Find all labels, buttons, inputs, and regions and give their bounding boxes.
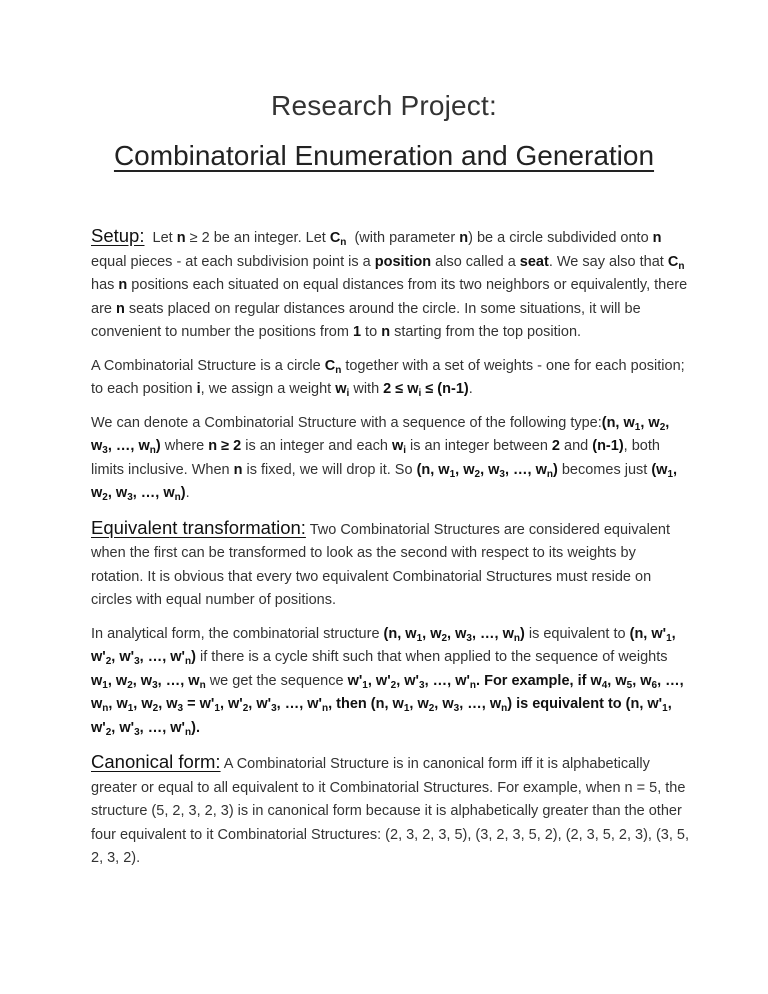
canonical-text: A Combinatorial Structure is in canonical form iff it is alphabetically greater or equal to all equivalent to it Combinatorial Structures. For example, when n = 5, the structure (5, 2, 3, 2, 3) is in canonical form because it is alphabetically greater than the other four equivalent to it Combinatorial Structures: (2, 3, 2, 3, 5), (3, 2, 3, 5, 2), (2, 3, 5, 2, 3), (3, 5, 2, 3, 2). bbox=[91, 756, 690, 866]
analytical-paragraph: In analytical form, the combinatorial structure (n, $w_1$, $w_2$, $w_3$, …, $w_n$) is equivalent to (n, $w'_1$, $w'_2$, $w'_3$, …, $w'_n$) if there is a cycle shift such that when applied to the sequence of weights $w_1$, $w_2$, $w_3$, …, $w_n$ we get the sequence $w'_1$, $w'_2$, $w'_3$, …, $w'_n$. For example, if $w_4$, $w_5$, $w_6$, …, $w_n$, $w_1$, $w_2$, $w_3 = w'_1$, $w'_2$, $w'_3$, …, $w'_n$, then (n, $w_1$, $w_2$, $w_3$, …, $w_n$) is equivalent to (n, $w'_1$, $w'_2$, $w'_3$, …, $w'_n$). bbox=[91, 625, 684, 738]
canonical-paragraph bbox=[91, 750, 689, 871]
equivalent-text: Two Combinatorial Structures are considered equivalent when the first can be transformed to look as the second with respect to its weights by rotation. It is obvious that every two equivalent Combinatorial Structures must reside on circles with equal number of positions. bbox=[91, 521, 670, 608]
page-subtitle: Combinatorial Enumeration and Generation bbox=[113, 140, 655, 171]
setup-heading: Setup: bbox=[91, 225, 145, 246]
canonical-heading: Canonical form: bbox=[91, 751, 221, 772]
equivalent-paragraph bbox=[91, 516, 689, 613]
setup-paragraph: Setup: Let n ≥ 2 be an integer. Let $C_n$ (with parameter n) be a circle subdivided onto n equal pieces - at each subdivision point is a position also called a seat. We say also that $C_n$ has n positions each situated on equal distances from its two neighbors or equivalently, there are n seats placed on regular distances around the circle. In some situations, it will be convenient to number the positions from 1 to n starting from the top position. bbox=[91, 225, 688, 340]
equivalent-heading: Equivalent transformation: bbox=[91, 516, 306, 538]
document-body bbox=[91, 224, 689, 881]
page-title: Research Project: bbox=[271, 90, 497, 121]
sequence-paragraph: We can denote a Combinatorial Structure with a sequence of the following type:(n, $w_1$, $w_2$, $w_3$, …, $w_n$) where n ≥ 2 is an integer and each $w_i$ is an integer between 2 and (n-1), both limits inclusive. When n is fixed, we will drop it. So (n, $w_1$, $w_2$, $w_3$, …, $w_n$) becomes just ($w_1$, $w_2$, $w_3$, …, $w_n$). bbox=[91, 414, 678, 503]
structure-paragraph: A Combinatorial Structure is a circle $C_n$ together with a set of weights - one for each position; to each position i, we assign a weight $w_i$ with $2 \le w_i \le (n-1)$. bbox=[91, 357, 685, 399]
